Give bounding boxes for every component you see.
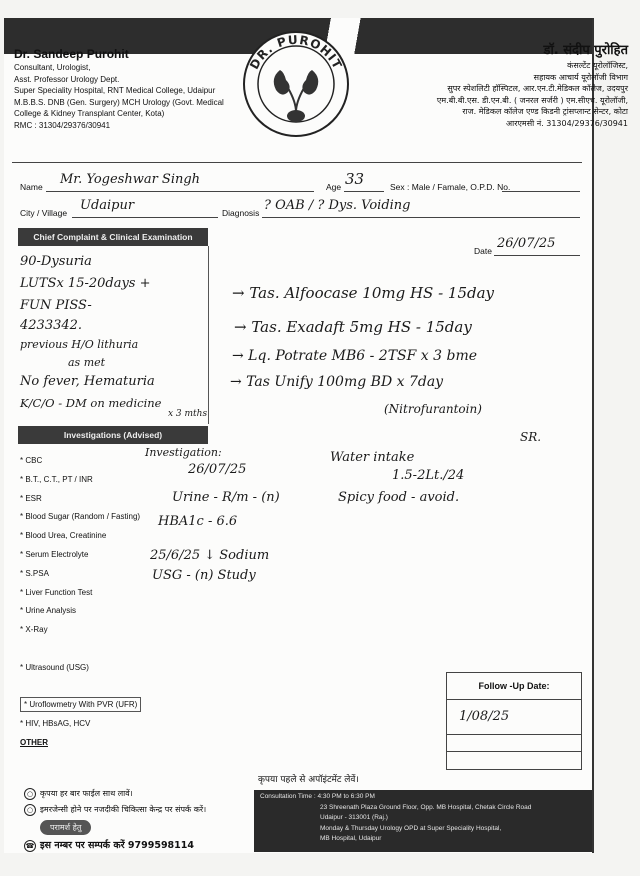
other-label: OTHER (20, 737, 48, 747)
rx-line: → Tas Unify 100mg BD x 7day (230, 374, 444, 390)
doctor-detail-hi: सहायक आचार्य यूरोलॉजी विभाग (533, 72, 628, 82)
followup-empty-row (447, 735, 581, 752)
advice-line: 1.5-2Lt./24 (392, 468, 465, 483)
investigation-result: Urine - R/m - (n) (172, 490, 280, 505)
investigation-item: * CBC (20, 456, 43, 465)
complaint-line: K/C/O - DM on medicine (20, 396, 162, 410)
doctor-info-hi (398, 42, 628, 129)
investigation-result: USG - (n) Study (152, 568, 256, 583)
investigation-result: HBA1c - 6.6 (158, 514, 238, 529)
consult-line: 23 Shreenath Plaza Ground Floor, Opp. MB Hospital, Chetak Circle Road (320, 803, 532, 811)
doctor-detail-hi: एम.बी.बी.एस. डी.एन.बी. ( जनरल सर्जरी ) एम.सीएच. यूरोलॉजी, (436, 95, 628, 105)
doctor-detail: RMC : 31304/29376/30941 (14, 120, 111, 130)
opd-line (502, 191, 580, 192)
patient-age[interactable]: 33 (345, 170, 365, 188)
rx-line: → Tas. Alfoocase 10mg HS - 15day (232, 284, 495, 302)
complaint-line: 4233342. (20, 318, 83, 333)
divider (12, 162, 582, 163)
contact-line[interactable]: ☎ इस नम्बर पर सम्पर्क करें 9799598114 (25, 840, 195, 851)
complaint-line: LUTSx 15-20days + (20, 276, 151, 291)
doctor-detail-hi: कंसल्टेंट यूरोलॉजिस्ट, (567, 61, 628, 70)
investigation-item: * B.T., C.T., PT / INR (20, 474, 93, 484)
advice-line: Water intake (330, 450, 415, 465)
doctor-detail: College & Kidney Transplant Center, Kota) (14, 109, 165, 118)
consult-line: Consultation Time : 4:30 PM to 6:30 PM (260, 793, 375, 800)
complaint-line: No fever, Hematuria (20, 374, 155, 389)
name-line (46, 191, 314, 192)
investigation-result: Investigation: (145, 446, 222, 459)
footer-note: ○ इमरजेन्सी होने पर नजदीकी चिकित्सा केन्द्र पर संपर्क करें। (24, 804, 206, 816)
investigation-item (20, 678, 220, 697)
investigation-item: * HIV, HBsAG, HCV (20, 719, 91, 729)
doctor-name-hi: डॉ. संदीप पुरोहित (543, 43, 628, 58)
date-line (494, 255, 580, 256)
advice-line: Spicy food - avoid. (338, 490, 460, 505)
doctor-name-en: Dr. Sandeep Purohit (14, 47, 129, 61)
patient-name[interactable]: Mr. Yogeshwar Singh (60, 172, 201, 187)
consultation-pill: परामर्श हेतु (40, 820, 91, 835)
sex-opd-label: Sex : Male / Famale, O.P.D. No. (390, 182, 511, 192)
complaint-line: as met (68, 356, 106, 369)
doctor-detail: Asst. Professor Urology Dept. (14, 74, 120, 84)
investigation-result: 25/6/25 ↓ Sodium (150, 548, 270, 563)
investigations-header: Investigations (Advised) (18, 426, 208, 444)
investigation-item: * Ultrasound (USG) (20, 662, 89, 672)
rx-note: (Nitrofurantoin) (384, 402, 482, 416)
doctor-detail: Super Speciality Hospital, RNT Medical College, Udaipur (14, 86, 216, 95)
doctor-detail-hi: आरएमसी नं. 31304/29376/30941 (506, 118, 628, 128)
followup-box (446, 672, 582, 770)
complaint-line: previous H/O lithuria (20, 338, 139, 351)
phone-icon: ☎ (25, 842, 35, 850)
investigation-item: * ESR (20, 493, 42, 503)
investigation-item: * Blood Sugar (Random / Fasting) (20, 512, 141, 522)
age-label: Age (326, 182, 342, 192)
investigation-item (20, 640, 220, 659)
complaint-line: x 3 mths (168, 409, 208, 419)
diagnosis-line (262, 217, 580, 218)
clinic-logo (236, 24, 356, 144)
date-value[interactable]: 26/07/25 (497, 236, 556, 251)
signature: SR. (520, 430, 542, 444)
consult-line: Udaipur - 313001 (Raj.) (320, 814, 388, 821)
city-line (72, 217, 218, 218)
rx-line: → Lq. Potrate MB6 - 2TSF x 3 bme (232, 348, 478, 364)
diagnosis-label: Diagnosis (222, 208, 260, 218)
doctor-detail: M.B.B.S. DNB (Gen. Surgery) MCH Urology (Govt. Medical (14, 97, 224, 107)
followup-label: Follow -Up Date: (447, 673, 581, 700)
complaint-box (18, 246, 209, 424)
consult-line: MB Hospital, Udaipur (320, 835, 382, 842)
appointment-note: कृपया पहले से अपॉइंटमेंट लेवें। (258, 775, 359, 785)
complaint-header: Chief Complaint & Clinical Examination (18, 228, 208, 246)
diagnosis-value[interactable]: ? OAB / ? Dys. Voiding (264, 198, 411, 213)
doctor-detail-hi: राज. मेडिकल कॉलेज एण्ड किडनी ट्रांसप्लान्ट सेन्टर, कोटा (462, 107, 628, 116)
doctor-detail-hi: सुपर स्पेशलिटी हॉस्पिटल, आर.एन.टी.मेडिकल कॉलेज, उदयपुर (447, 84, 628, 93)
followup-date[interactable]: 1/08/25 (447, 700, 581, 735)
investigation-item: * S.PSA (20, 568, 49, 578)
city-label: City / Village (20, 208, 68, 218)
bullet-icon: ○ (24, 788, 36, 800)
investigation-item: * X-Ray (20, 625, 48, 635)
investigation-item: * Uroflowmetry With PVR (UFR) (20, 697, 141, 712)
investigation-item: * Liver Function Test (20, 587, 93, 597)
complaint-line: 90-Dysuria (20, 254, 92, 269)
investigation-item: * Urine Analysis (20, 606, 77, 616)
doctor-info-en (14, 46, 224, 131)
rx-line: → Tas. Exadaft 5mg HS - 15day (234, 318, 472, 336)
bullet-icon: ○ (24, 804, 36, 816)
age-line (344, 191, 384, 192)
name-label: Name (20, 182, 43, 192)
date-label: Date (474, 246, 492, 256)
complaint-line: FUN PISS- (20, 298, 92, 313)
investigation-item: * Serum Electrolyte (20, 549, 89, 559)
investigation-result: 26/07/25 (188, 462, 247, 477)
footer-note: ○ कृपया हर बार फाईल साथ लावें। (24, 788, 133, 800)
consult-line: Monday & Thursday Urology OPD at Super Speciality Hospital, (320, 824, 502, 832)
consultation-info (254, 790, 592, 852)
doctor-detail: Consultant, Urologist, (14, 63, 91, 72)
investigation-item: * Blood Urea, Creatinine (20, 531, 107, 541)
patient-city[interactable]: Udaipur (80, 198, 135, 213)
logo-text: DR. PUROHIT (247, 32, 345, 72)
